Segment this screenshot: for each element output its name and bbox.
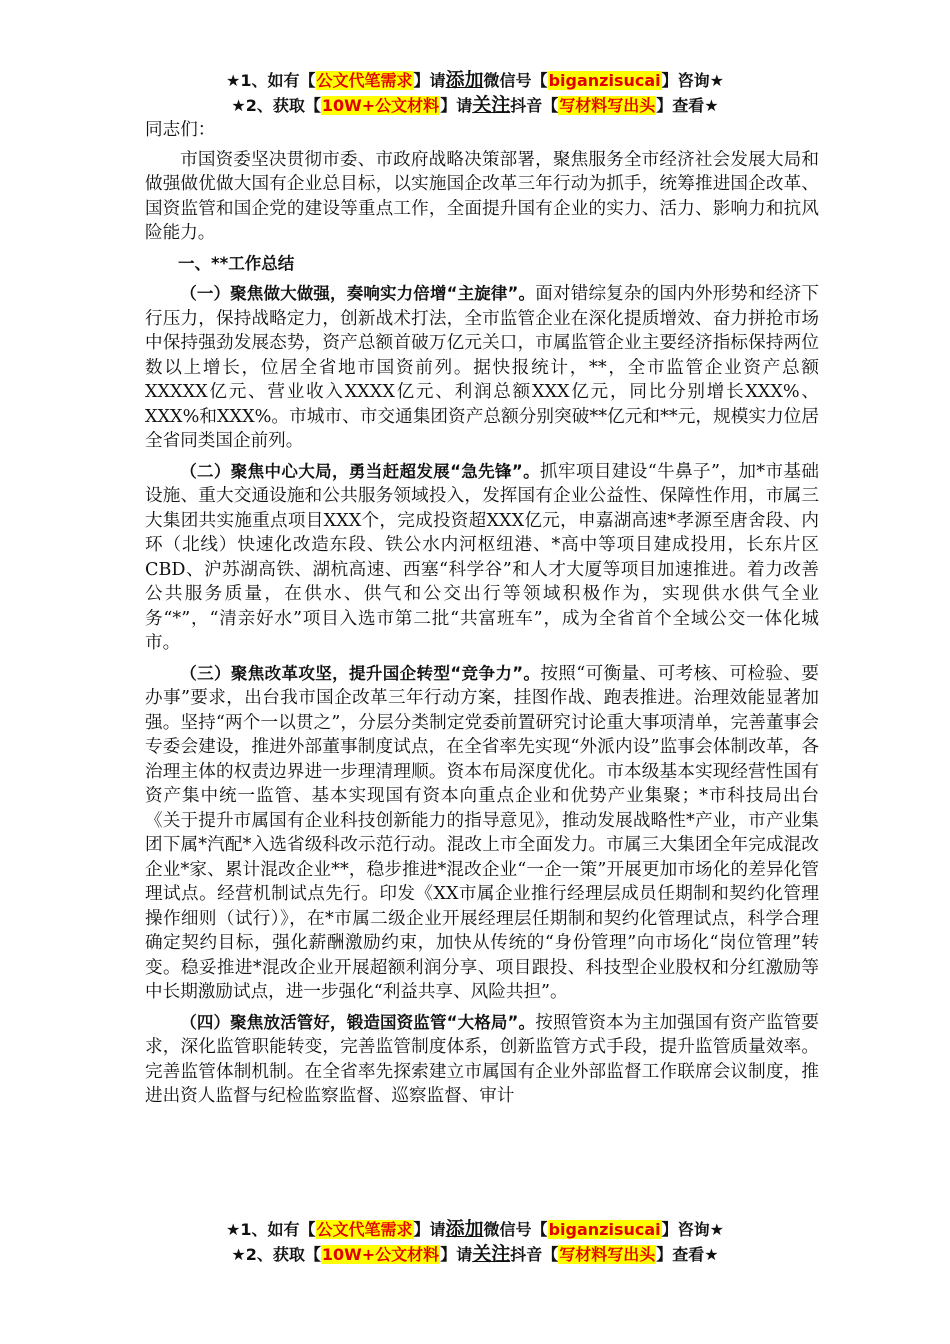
promo-line-2 [0, 93, 950, 118]
section-paragraph-2 [145, 460, 819, 656]
promo-text: 】查看★ [656, 96, 719, 115]
promo-text: ★2、获取【 [231, 96, 321, 115]
promo-text: 】咨询★ [661, 1220, 724, 1239]
promo-line-2 [0, 1242, 950, 1267]
promo-banner-top [0, 68, 950, 118]
promo-text: 】请 [440, 96, 473, 115]
promo-text: 】请 [440, 1245, 473, 1264]
section-paragraph-3 [145, 662, 819, 1005]
promo-highlight: 公文代笔需求 [316, 1220, 413, 1239]
promo-banner-bottom [0, 1217, 950, 1267]
document-body [145, 118, 819, 1115]
section-paragraph-4 [145, 1011, 819, 1109]
salutation: 同志们： [145, 120, 216, 140]
promo-line-1 [0, 68, 950, 93]
section-text: 按照“可衡量、可考核、可检验、要办事”要求，出台我市国企改革三年行动方案，挂图作战、跑表推进。治理效能显著加强。坚持“两个一以贯之”，分层分类制定党委前置研究讨论重大事项清单，完善董事会专委会建设，推进外部董事制度试点，在全省率先实现“外派内设”监事会体制改革，各治理主体的权责边界进一步理清理顺。资本布局深度优化。市本级基本实现经营性国有资产集中统一监管、基本实现国有资本向重点企业和优势产业集聚；*市科技局出台《关于提升市属国有企业科技创新能力的指导意见》，推动发展战略性*产业，市产业集团下属*汽配*入选省级科改示范行动。混改上市全面发力。市属三大集团全年完成混改企业*家、累计混改企业**，稳步推进*混改企业“一企一策”开展更加市场化的差异化管理试点。经营机制试点先行。印发《XX市属企业推行经理层成员任期制和契约化管理操作细则（试行）》，在*市属二级企业开展经理层任期制和契约化管理试点，科学合理确定契约目标，强化薪酬激励约束，加快从传统的“身份管理”向市场化“岗位管理”转变。稳妥推进*混改企业开展超额利润分享、项目跟投、科技型企业股权和分红激励等中长期激励试点，进一步强化“利益共享、风险共担”。 [145, 663, 819, 1002]
document-body-viewport [145, 118, 825, 1214]
promo-highlight: 公文代笔需求 [316, 71, 413, 90]
promo-text: 】查看★ [656, 1245, 719, 1264]
promo-emphasis: 添加 [445, 1218, 484, 1240]
promo-text: 抖音【 [510, 96, 559, 115]
promo-text: 】请 [413, 1220, 446, 1239]
promo-text: 】咨询★ [661, 71, 724, 90]
promo-emphasis: 关注 [472, 1243, 511, 1265]
promo-text: 微信号【 [483, 1220, 548, 1239]
promo-highlight: biganzisucai [548, 71, 661, 90]
intro-paragraph: 市国资委坚决贯彻市委、市政府战略决策部署，聚焦服务全市经济社会发展大局和做强做优做大国有企业总目标，以实施国企改革三年行动为抓手，统筹推进国企改革、国资监管和国企党的建设等重点工作，全面提升国有企业的实力、活力、影响力和抗风险能力。 [145, 149, 819, 243]
promo-emphasis: 添加 [445, 69, 484, 91]
promo-text: ★2、获取【 [231, 1245, 321, 1264]
section-lead: （一）聚焦做大做强，奏响实力倍增“主旋律”。 [180, 284, 536, 303]
promo-highlight: biganzisucai [548, 1220, 661, 1239]
promo-highlight: 写材料写出头 [559, 96, 656, 115]
promo-highlight: 10W+公文材料 [321, 1245, 440, 1264]
promo-text: ★1、如有【 [226, 1220, 316, 1239]
promo-text: 】请 [413, 71, 446, 90]
promo-highlight: 写材料写出头 [559, 1245, 656, 1264]
promo-text: ★1、如有【 [226, 71, 316, 90]
promo-text: 微信号【 [483, 71, 548, 90]
section-text: 抓牢项目建设“牛鼻子”，加*市基础设施、重大交通设施和公共服务领域投入，发挥国有企业公益性、保障性作用，市属三大集团共实施重点项目XXX个，完成投资超XXX亿元，申嘉湖高速*孝源至唐舍段、内环（北线）快速化改造东段、铁公水内河枢纽港、*高中等项目建成投用，长东片区CBD、沪苏湖高铁、湖杭高速、西塞“科学谷”和人才大厦等项目加速推进。着力改善公共服务质量，在供水、供气和公交出行等领域积极作为，实现供水供气全业务“*”，“清亲好水”项目入选市第二批“共富班车”，成为全省首个全域公交一体化城市。 [145, 461, 819, 653]
section-heading: 一、**工作总结 [178, 253, 295, 273]
section-text: 面对错综复杂的国内外形势和经济下行压力，保持战略定力，创新战术打法，全市监管企业在深化提质增效、奋力拼抢市场中保持强劲发展态势，资产总额首破万亿元关口，市属监管企业主要经济指标保持两位数以上增长，位居全省地市国资前列。据快报统计，**，全市监管企业资产总额XXXXX亿元、营业收入XXXX亿元、利润总额XXX亿元，同比分别增长XXX%、XXX%和XXX%。市城市、市交通集团资产总额分别突破**亿元和**元，规模实力位居全省同类国企前列。 [145, 284, 819, 451]
promo-line-1 [0, 1217, 950, 1242]
section-lead: （四）聚焦放活管好，锻造国资监管“大格局”。 [180, 1012, 536, 1032]
promo-text: 抖音【 [510, 1245, 559, 1264]
section-lead: （三）聚焦改革攻坚，提升国企转型“竞争力”。 [180, 663, 541, 683]
section-paragraph-1 [145, 282, 819, 454]
promo-highlight: 10W+公文材料 [321, 96, 440, 115]
section-text: 按照管资本为主加强国有资产监管要求，深化监管职能转变，完善监管制度体系，创新监管方式手段，提升监管质量效率。完善监管体制机制。在全省率先探索建立市属国有企业外部监督工作联席会议制度，推进出资人监督与纪检监察监督、巡察监督、审计 [145, 1012, 819, 1106]
section-lead: （二）聚焦中心大局，勇当赶超发展“急先锋”。 [180, 461, 540, 481]
promo-emphasis: 关注 [472, 94, 511, 116]
